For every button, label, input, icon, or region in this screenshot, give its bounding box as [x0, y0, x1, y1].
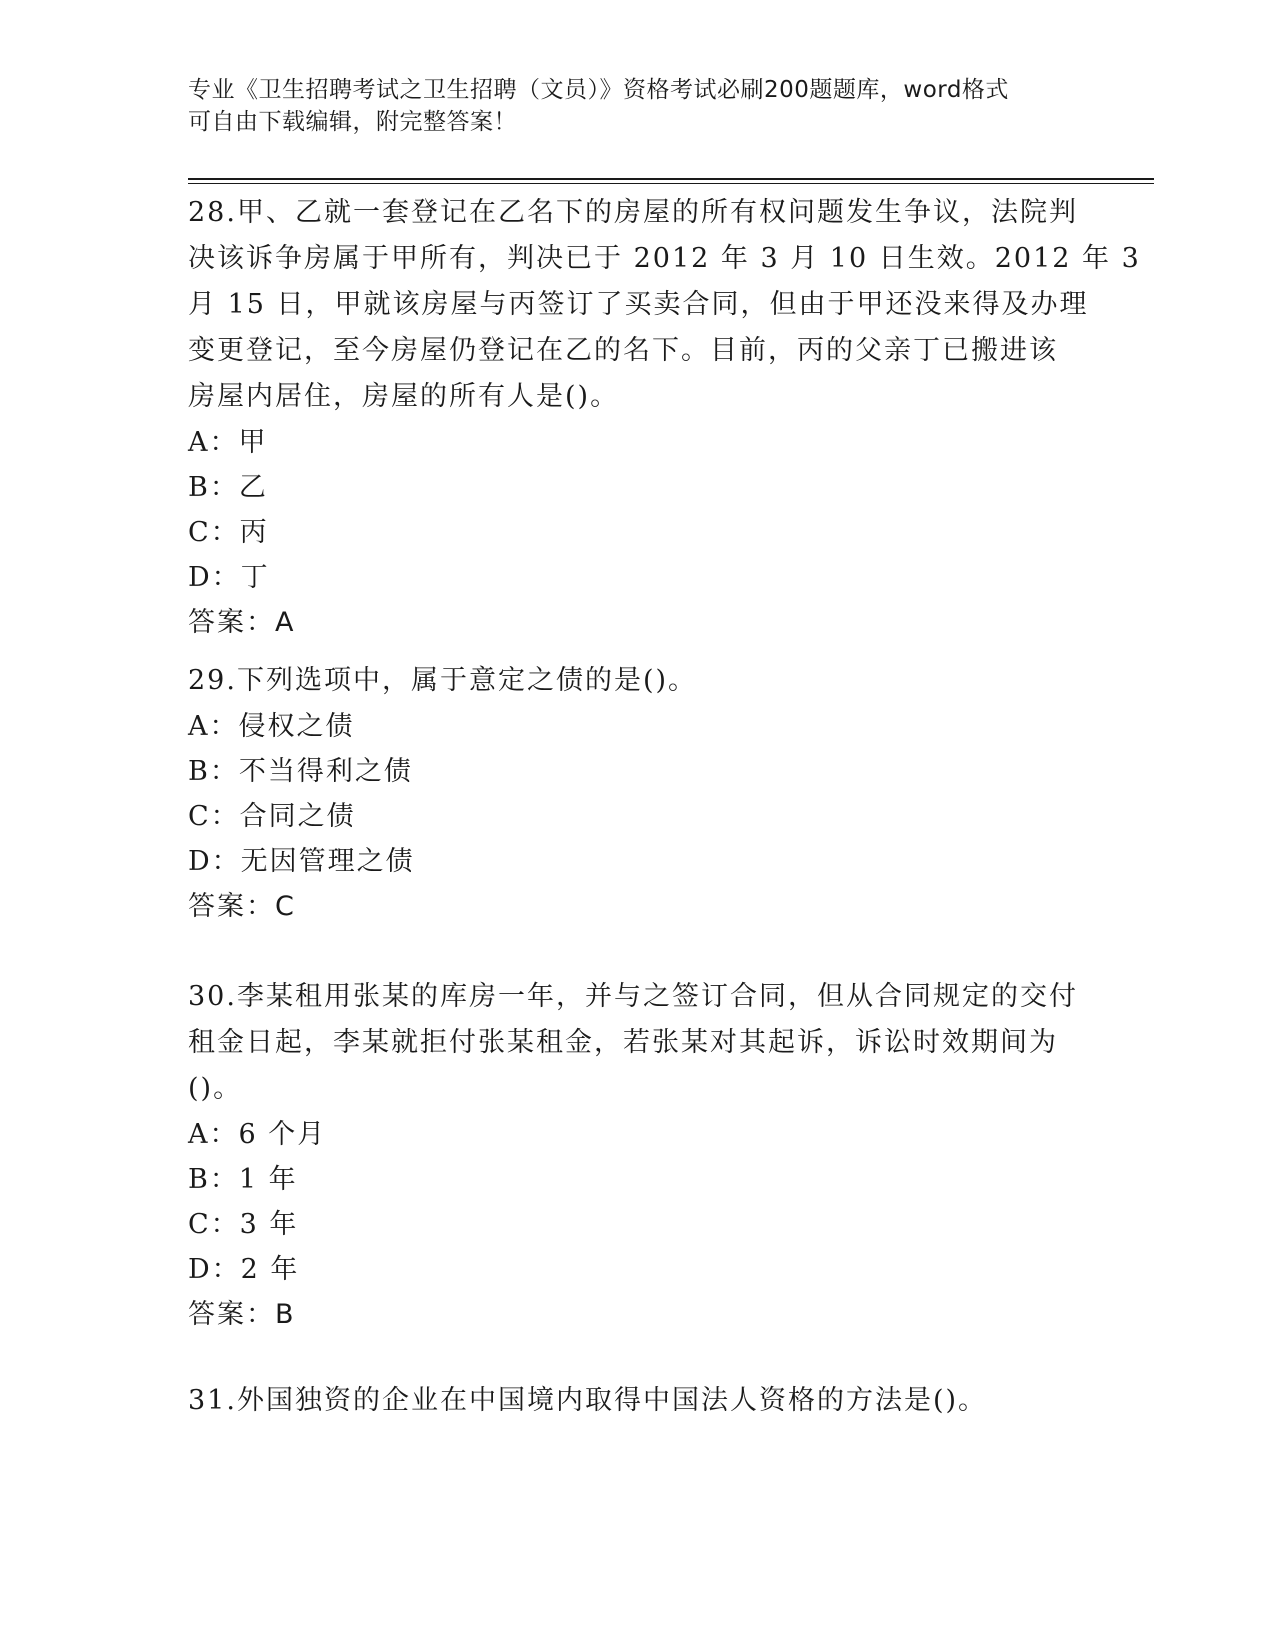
option-d [188, 555, 1088, 600]
option-text: 乙 [238, 472, 268, 503]
option-a [188, 704, 1088, 749]
option-a [188, 420, 1088, 465]
option-key: B： [188, 1164, 239, 1195]
option-key: A： [188, 711, 239, 742]
question-31 [188, 1378, 1088, 1424]
option-text: 不当得利之债 [238, 756, 413, 787]
option-key: D： [188, 562, 241, 593]
header-divider-thin [188, 183, 1154, 184]
header-line-2: 可自由下载编辑，附完整答案！ [188, 109, 517, 135]
stem-line: 31.外国独资的企业在中国境内取得中国法人资格的方法是()。 [188, 1385, 988, 1416]
option-key: C： [188, 517, 240, 548]
option-b [188, 749, 1088, 794]
option-text: 1 年 [238, 1164, 298, 1195]
option-text: 甲 [238, 427, 268, 458]
stem-line: 28.甲、乙就一套登记在乙名下的房屋的所有权问题发生争议，法院判 [188, 197, 1078, 228]
option-b [188, 1157, 1088, 1202]
option-c [188, 1202, 1088, 1247]
option-c [188, 510, 1088, 555]
stem-line: 月 15 日，甲就该房屋与丙签订了买卖合同，但由于甲还没来得及办理 [188, 289, 1089, 320]
option-text: 丙 [239, 517, 269, 548]
stem-line: 29.下列选项中，属于意定之债的是()。 [188, 665, 698, 696]
option-key: B： [188, 472, 239, 503]
option-d [188, 1247, 1088, 1292]
header-line-1: 专业《卫生招聘考试之卫生招聘（文员）》资格考试必刷200题题库，word格式 [188, 77, 1009, 103]
answer-line: 答案：B [188, 1299, 296, 1330]
stem-line: 变更登记，至今房屋仍登记在乙的名下。目前，丙的父亲丁已搬进该 [188, 335, 1058, 366]
option-key: A： [188, 427, 239, 458]
option-text: 3 年 [239, 1209, 299, 1240]
option-text: 2 年 [240, 1254, 300, 1285]
option-key: A： [188, 1119, 239, 1150]
option-key: B： [188, 756, 239, 787]
question-stem [188, 190, 1141, 420]
option-c [188, 794, 1088, 839]
option-key: C： [188, 801, 240, 832]
option-text: 丁 [240, 562, 270, 593]
stem-line: 30.李某租用张某的库房一年，并与之签订合同，但从合同规定的交付 [188, 981, 1078, 1012]
stem-line: 决该诉争房属于甲所有，判决已于 2012 年 3 月 10 日生效。2012 年 3 [188, 243, 1141, 274]
question-29 [188, 658, 1088, 930]
question-30 [188, 974, 1088, 1338]
option-d [188, 839, 1088, 884]
question-stem [188, 658, 1088, 704]
answer-line: 答案：C [188, 891, 296, 922]
option-key: C： [188, 1209, 240, 1240]
question-stem [188, 1378, 1088, 1424]
header-divider-thick [188, 178, 1154, 180]
option-a [188, 1112, 1088, 1157]
option-text: 侵权之债 [238, 711, 355, 742]
option-text: 6 个月 [238, 1119, 327, 1150]
option-b [188, 465, 1088, 510]
answer-line: 答案：A [188, 607, 296, 638]
stem-line: 租金日起，李某就拒付张某租金，若张某对其起诉，诉讼时效期间为 [188, 1027, 1058, 1058]
option-text: 合同之债 [239, 801, 356, 832]
option-key: D： [188, 1254, 241, 1285]
option-text: 无因管理之债 [240, 846, 415, 877]
question-28 [188, 190, 1141, 646]
stem-line: 房屋内居住，房屋的所有人是()。 [188, 381, 620, 412]
question-stem [188, 974, 1088, 1112]
document-header [188, 74, 1088, 138]
option-key: D： [188, 846, 241, 877]
stem-line: ()。 [188, 1073, 243, 1104]
